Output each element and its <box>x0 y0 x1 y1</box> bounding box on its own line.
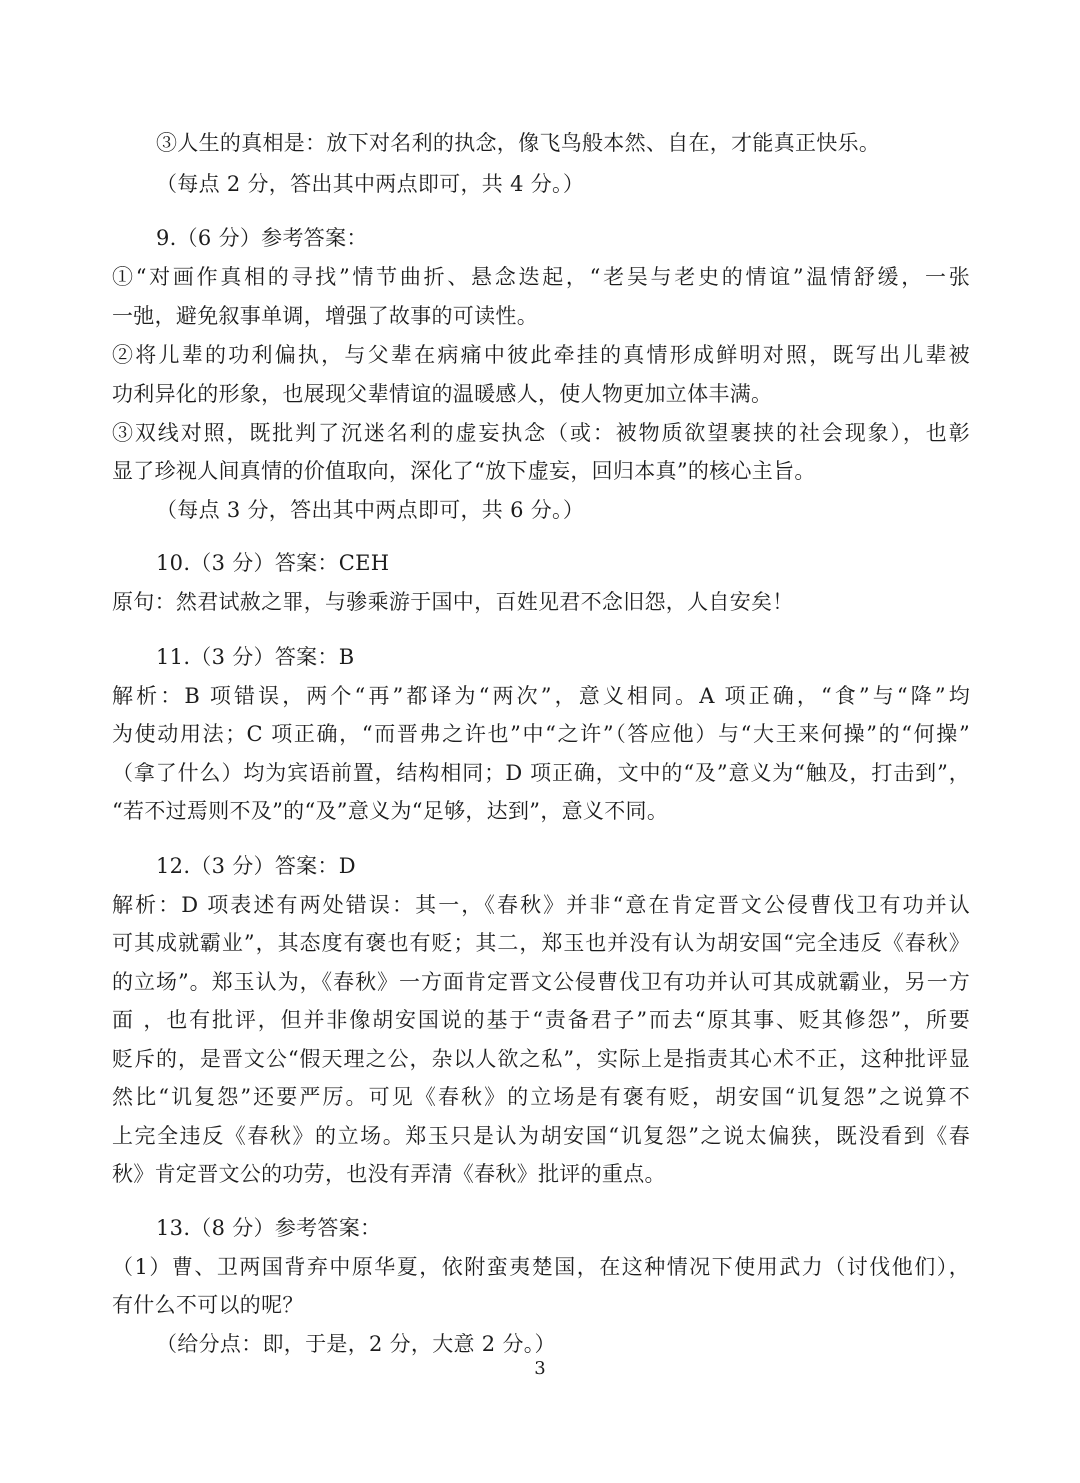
answer-12-analysis-line-8: 秋》肯定晋文公的功劳，也没有弄清《春秋》批评的重点。 <box>112 1162 666 1186</box>
answer-11-analysis-line-1: 解析：B 项错误，两个“再”都译为“两次”，意义相同。A 项正确，“食”与“降”均 <box>112 684 970 708</box>
answer-12-analysis-line-3: 的立场”。郑玉认为，《春秋》一方面肯定晋文公侵曹伐卫有功并认可其成就霸业，另一方 <box>112 970 970 994</box>
question-11-heading: 11.（3 分）答案：B <box>156 645 355 669</box>
question-9-heading: 9.（6 分）参考答案： <box>156 226 368 250</box>
answer-8-point-3: ③人生的真相是：放下对名利的执念，像飞鸟般本然、自在，才能真正快乐。 <box>156 131 881 155</box>
question-12-heading: 12.（3 分）答案：D <box>156 854 356 878</box>
question-13-heading: 13.（8 分）参考答案： <box>156 1216 382 1240</box>
answer-9-point-1-line-2: 一弛，避免叙事单调，增强了故事的可读性。 <box>112 304 538 328</box>
answer-12-analysis-line-4: 面 ，也有批评，但并非像胡安国说的基于“责备君子”而去“原其事、贬其修怨”，所要 <box>112 1008 970 1032</box>
answer-12-analysis-line-7: 上完全违反《春秋》的立场。郑玉只是认为胡安国“讥复怨”之说太偏狭，既没看到《春 <box>112 1124 970 1148</box>
page-number: 3 <box>534 1358 546 1379</box>
answer-12-analysis-line-2: 可其成就霸业”，其态度有褒也有贬；其二，郑玉也并没有认为胡安国“完全违反《春秋》 <box>112 931 970 955</box>
answer-9-point-2-line-2: 功利异化的形象，也展现父辈情谊的温暖感人，使人物更加立体丰满。 <box>112 382 773 406</box>
answer-9-scoring-note: （每点 3 分，答出其中两点即可，共 6 分。） <box>156 498 585 522</box>
answer-9-point-2-line-1: ②将儿辈的功利偏执，与父辈在病痛中彼此牵挂的真情形成鲜明对照，既写出儿辈被 <box>112 343 970 367</box>
answer-11-analysis-line-3: （拿了什么）均为宾语前置，结构相同；D 项正确，文中的“及”意义为“触及，打击到”， <box>112 761 970 785</box>
answer-9-point-3-line-2: 显了珍视人间真情的价值取向，深化了“放下虚妄，回归本真”的核心主旨。 <box>112 459 816 483</box>
answer-10-original-sentence: 原句：然君试赦之罪，与骖乘游于国中，百姓见君不念旧怨，人自安矣！ <box>112 590 794 614</box>
answer-13-1-line-2: 有什么不可以的呢？ <box>112 1293 304 1317</box>
answer-12-analysis-line-5: 贬斥的，是晋文公“假天理之公，杂以人欲之私”，实际上是指责其心术不正，这种批评显 <box>112 1047 970 1071</box>
answer-12-analysis-line-6: 然比“讥复怨”还要严厉。可见《春秋》的立场是有褒有贬，胡安国“讥复怨”之说算不 <box>112 1085 970 1109</box>
answer-13-1-scoring-note: （给分点：即，于是，2 分，大意 2 分。） <box>156 1332 556 1356</box>
answer-13-1-line-1: （1）曹、卫两国背弃中原华夏，依附蛮夷楚国，在这种情况下使用武力（讨伐他们）， <box>112 1255 970 1279</box>
answer-9-point-3-line-1: ③双线对照，既批判了沉迷名利的虚妄执念（或：被物质欲望裹挟的社会现象），也彰 <box>112 421 970 445</box>
answer-9-point-1-line-1: ①“对画作真相的寻找”情节曲折、悬念迭起，“老吴与老史的情谊”温情舒缓，一张 <box>112 265 970 289</box>
answer-11-analysis-line-4: “若不过焉则不及”的“及”意义为“足够，达到”，意义不同。 <box>112 799 669 823</box>
answer-8-scoring-note: （每点 2 分，答出其中两点即可，共 4 分。） <box>156 172 585 196</box>
answer-12-analysis-line-1: 解析：D 项表述有两处错误：其一，《春秋》并非“意在肯定晋文公侵曹伐卫有功并认 <box>112 893 970 917</box>
answer-11-analysis-line-2: 为使动用法；C 项正确，“而晋弗之许也”中“之许”（答应他）与“大王来何操”的“何操” <box>112 722 970 746</box>
question-10-heading: 10.（3 分）答案：CEH <box>156 551 390 575</box>
